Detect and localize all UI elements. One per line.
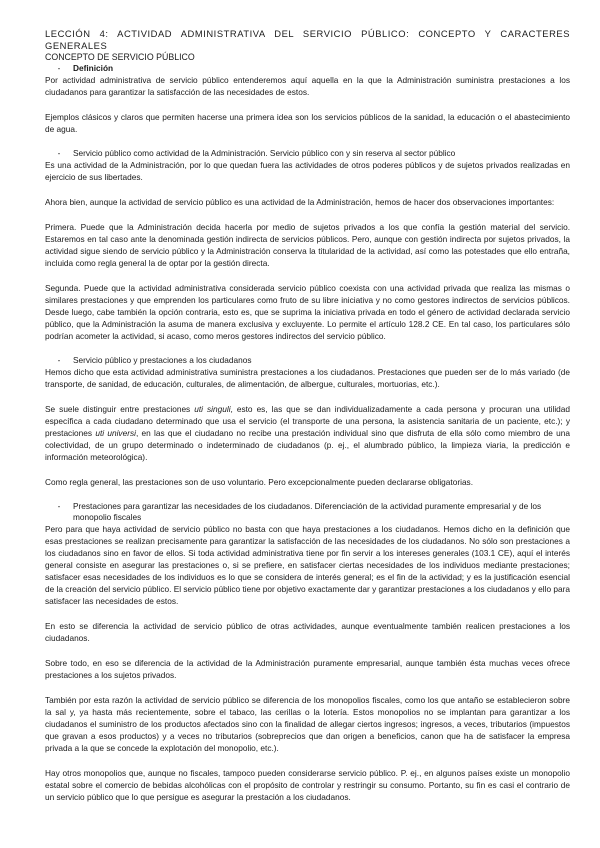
- paragraph: Como regla general, las prestaciones son de uso voluntario. Pero excepcionalmente pueden declararse obligatorias.: [45, 477, 474, 487]
- paragraph: Es una actividad de la Administración, por lo que quedan fuera las actividades de otros poderes públicos y de sujetos privados realizadas en ejercicio de sus libertades.: [45, 160, 570, 182]
- paragraph: Hay otros monopolios que, aunque no fiscales, tampoco pueden considerarse servicio público. P. ej., en algunos países existe un monopolio estatal sobre el comercio de bebidas alcohólicas con el propósito de controlar y restringir su consumo. Portanto, su fin es casi el contrario de un servicio público que lo que persigue es asegurar la prestación a los ciudadanos.: [45, 768, 570, 802]
- bullet-text: Definición: [73, 63, 114, 73]
- paragraph: Pero para que haya actividad de servicio público no basta con que haya prestaciones a los ciudadanos. Hemos dicho en la definición que esas prestaciones se realizan precisamente para garantizar la satisfacción de las necesidades de los ciudadanos. No sólo son prestaciones a los ciudadanos sino en favor de ellos. Si toda actividad administrativa tiene por fin servir a los intereses generales (103.1 CE), aquí el interés general consiste en asegurar las prestaciones o, si se prefiere, en satisfacer ciertas necesidades de los individuos mediante prestaciones; satisfacer esas necesidades de los individuos es lo que se considera de interés general; es el fin de la actividad; y es la justificación esencial de la creación del servicio público. El servicio público tiene por objetivo exactamente dar y garantizar prestaciones a los ciudadanos y ello para satisfacer las necesidades de estos.: [45, 524, 570, 606]
- bullet-necesidades: [45, 501, 570, 523]
- paragraph: Primera. Puede que la Administración decida hacerla por medio de sujetos privados a los que confía la gestión material del servicio. Estaremos en tal caso ante la denominada gestión indirecta de servicios públicos. Pero, aunque con gestión indirecta por sujetos privados, la actividad sigue siendo de servicio público y la Administración conserva la titularidad de la actividad, así como las potestades que ello entraña, incluida como regla general la de optar por la gestión directa.: [45, 222, 570, 268]
- lesson-title: LECCIÓN 4: ACTIVIDAD ADMINISTRATIVA DEL SERVICIO PÚBLICO: CONCEPTO Y CARACTERES GENERALES: [45, 28, 570, 51]
- paragraph: Ahora bien, aunque la actividad de servicio público es una actividad de la Administración, hemos de hacer dos observaciones importantes:: [45, 197, 555, 207]
- paragraph: Segunda. Puede que la actividad administrativa considerada servicio público coexista con una actividad privada que realiza las mismas o similares prestaciones y que emprenden los particulares como fruto de su libre iniciativa y no como gestores indirectos de servicios públicos. Desde luego, cabe también la opción contraria, esto es, que se suprima la iniciativa privada en todo el género de actividad declarada servicio público, que la Administración la asuma de manera exclusiva y excluyente. Lo permite el artículo 128.2 CE. En tal caso, los particulares sólo podrían acometer la actividad, si acaso, como meros gestores indirectos del servicio público.: [45, 283, 570, 341]
- bullet-dash: -: [57, 148, 61, 158]
- paragraph: También por esta razón la actividad de servicio público se diferencia de los monopolios fiscales, como los que antaño se establecieron sobre la sal y, ya hasta más recientemente, sobre el tabaco, las cerillas o la lotería. Estos monopolios no se implantan para garantizar a los ciudadanos el suministro de los productos afectados sino con la finalidad de allegar ciertos ingresos; ingresos, a veces, tributarios (impuestos que gravan a esos productos) y a veces no tributarios (sobreprecios que dan origen a beneficios, canon que ha de satisfacer la empresa privada a la que se concede la explotación del monopolio, etc.).: [45, 695, 570, 753]
- paragraph: Por actividad administrativa de servicio público entenderemos aquí aquella en la que la Administración suministra prestaciones a los ciudadanos para garantizar la satisfacción de las necesidades de estos.: [45, 75, 570, 97]
- bullet-dash: -: [57, 501, 61, 511]
- paragraph: Hemos dicho que esta actividad administrativa suministra prestaciones a los ciudadanos. Prestaciones que pueden ser de lo más variado (de transporte, de sanidad, de educación, culturales, de alimentación, de albergue, culturales, mortuorias, etc.).: [45, 367, 570, 389]
- section-heading: CONCEPTO DE SERVICIO PÚBLICO: [45, 52, 195, 62]
- bullet-prestaciones: [45, 355, 570, 366]
- paragraph: En esto se diferencia la actividad de servicio público de otras actividades, aunque eventualmente también realicen prestaciones a los ciudadanos.: [45, 621, 570, 643]
- bullet-actividad: [45, 148, 570, 159]
- bullet-dash: -: [57, 63, 61, 73]
- paragraph-uti: Se suele distinguir entre prestaciones uti singuli, esto es, las que se dan individualizadamente a cada persona y procuran una utilidad específica a cada ciudadano determinado que usa el servicio (el transporte de una persona, la asistencia sanitaria de un paciente, etc.); y prestaciones uti universi, en las que el ciudadano no recibe una prestación individual sino que disfruta de ella sólo como miembro de una colectividad, de un grupo determinado o indeterminado de ciudadanos (p. ej., el alumbrado público, la limpieza viaria, la predicción e información meteorológica).: [45, 404, 570, 462]
- bullet-text: Prestaciones para garantizar las necesidades de los ciudadanos. Diferenciación de la actividad puramente empresarial y de los monopolio fiscales: [73, 501, 542, 522]
- bullet-text: Servicio público como actividad de la Administración. Servicio público con y sin reserva al sector público: [73, 148, 456, 158]
- document-page: [45, 28, 570, 803]
- paragraph: Sobre todo, en eso se diferencia de la actividad de la Administración puramente empresarial, aunque también ésta muchas veces ofrece prestaciones a los sujetos privados.: [45, 658, 570, 680]
- bullet-text: Servicio público y prestaciones a los ciudadanos: [73, 355, 252, 365]
- bullet-definicion: [45, 63, 570, 74]
- paragraph: Ejemplos clásicos y claros que permiten hacerse una primera idea son los servicios públicos de la sanidad, la educación o el abastecimiento de agua.: [45, 112, 570, 134]
- bullet-dash: -: [57, 355, 61, 365]
